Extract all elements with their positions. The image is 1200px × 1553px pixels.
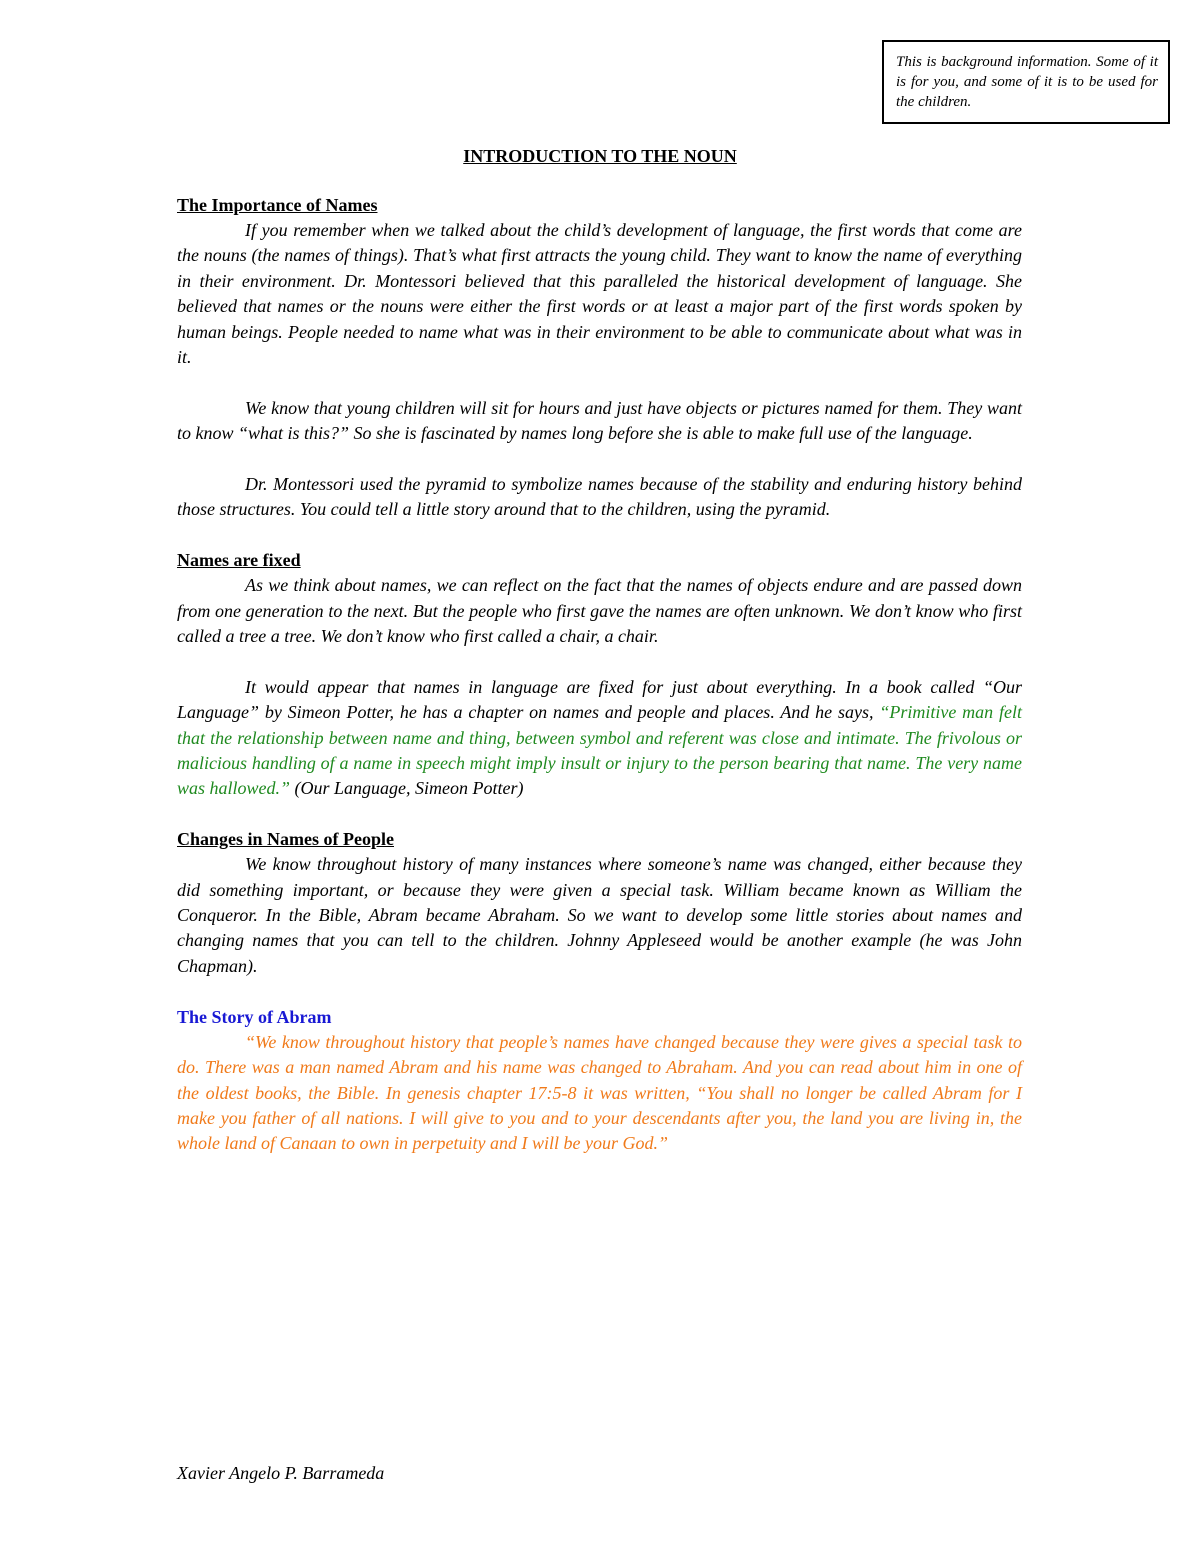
footer-author: Xavier Angelo P. Barrameda	[177, 1463, 385, 1483]
paragraph-with-quote	[177, 675, 1022, 802]
story-paragraph: “We know throughout history that people’s names have changed because they were gives a special task to do. There was a man named Abram and his name was changed to Abraham. And you can read about him in one of the oldest books, the Bible. In genesis chapter 17:5-8 it was written, “You shall no longer be called Abram for I make you father of all nations. I will give to you and to your descendants after you, the land you are living in, the whole land of Canaan to own in perpetuity and I will be your God.”	[177, 1031, 1022, 1154]
section-names-are-fixed	[177, 548, 1022, 802]
paragraph: Dr. Montessori used the pyramid to symbolize names because of the stability and enduring history behind those structures. You could tell a little story around that to the children, using the pyramid.	[177, 474, 1022, 520]
potter-quote: “Primitive man felt that the relationship between name and thing, between symbol and referent was close and intimate. The frivolous or malicious handling of a name in speech might imply insult or injury to the person bearing that name. The very name was hallowed.”	[177, 702, 1022, 799]
section-heading: Names are fixed	[177, 550, 301, 571]
paragraph-intro: It would appear that names in language are fixed for just about everything. In a book called “Our Language” by Simeon Potter, he has a chapter on names and people and places. And he says,	[177, 676, 1022, 723]
section-story-of-abram	[177, 1005, 1022, 1157]
section-importance-of-names	[177, 193, 1022, 523]
paragraph: We know throughout history of many instances where someone’s name was changed, either because they did something important, or because they were given a special task. William became known as William the Conqueror. In the Bible, Abram became Abraham. So we want to develop some little stories about names and changing names that you can tell to the children. Johnny Appleseed would be another example (he was John Chapman).	[177, 854, 1022, 976]
background-info-note	[882, 40, 1170, 124]
paragraph: As we think about names, we can reflect on the fact that the names of objects endure and are passed down from one generation to the next. But the people who first gave the names are often unknown. We don’t know who first called a tree a tree. We don’t know who first called a chair, a chair.	[177, 575, 1022, 647]
page-title: INTRODUCTION TO THE NOUN	[463, 146, 737, 166]
paragraph: We know that young children will sit for hours and just have objects or pictures named for them. They want to know “what is this?” So she is fascinated by names long before she is able to make full use of the language.	[177, 397, 1022, 444]
section-heading: Changes in Names of People	[177, 829, 394, 850]
section-heading: The Importance of Names	[177, 195, 378, 215]
document-body	[177, 193, 1022, 1157]
quote-citation: (Our Language, Simeon Potter)	[290, 778, 524, 799]
background-info-text: This is background information. Some of it is for you, and some of it is to be used for the children.	[896, 54, 1158, 110]
section-heading: The Story of Abram	[177, 1006, 332, 1027]
section-changes-in-names	[177, 827, 1022, 979]
paragraph: If you remember when we talked about the child’s development of language, the first words that come are the nouns (the names of things). That’s what first attracts the young child. They want to know the name of everything in their environment. Dr. Montessori believed that this paralleled the historical development of language. She believed that names or the nouns were either the first words or at least a major part of the first words spoken by human beings. People needed to name what was in their environment to be able to communicate about what was in it.	[177, 220, 1022, 368]
